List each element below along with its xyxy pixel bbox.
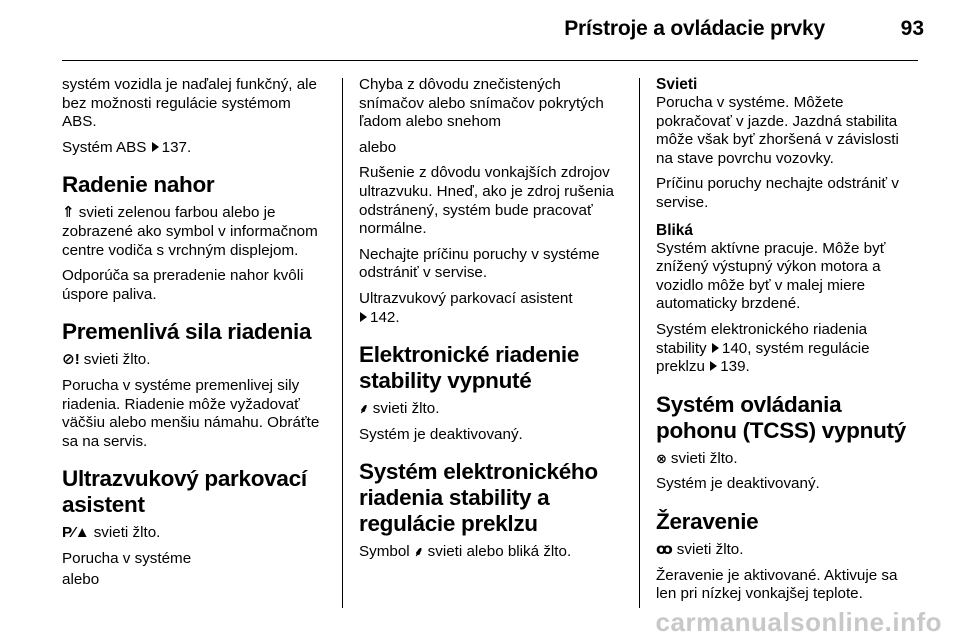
esc-ref-page[interactable]: 140, systém regulácie preklzu bbox=[656, 339, 870, 376]
tcs-heading: Systém ovládania pohonu (TCSS) vypnutý bbox=[656, 391, 906, 443]
column-divider-1 bbox=[342, 78, 343, 608]
parking-text: P⁄▲ svieti žlto. bbox=[62, 524, 161, 542]
parking-or: alebo bbox=[62, 570, 100, 588]
tcs-text: ⊗ svieti žlto. bbox=[656, 449, 738, 467]
upshift-text: ⇑ svieti zelenou farbou alebo je zobrazené ako symbol v informačnom centre vodiča s vrchným displejom. bbox=[62, 204, 318, 259]
parking-assist-icon: P⁄▲ bbox=[62, 524, 90, 542]
page-title: Prístroje a ovládacie prvky bbox=[564, 17, 825, 40]
glow-text: ꝏ svieti žlto. bbox=[656, 540, 744, 558]
column-2 bbox=[359, 76, 621, 569]
esc-off-icon: ⸙ bbox=[359, 401, 369, 417]
parking-ref-page[interactable]: 142. bbox=[370, 308, 400, 326]
column-1 bbox=[62, 76, 324, 596]
lit-text: Porucha v systéme. Môžete pokračovať v jazde. Jazdná stabilita môže však byť zhoršená v závislosti na stave povrchu vozovky. bbox=[656, 94, 899, 167]
abs-paragraph: systém vozidla je naďalej funkčný, ale bez možnosti regulácie systémom ABS. bbox=[62, 76, 317, 131]
esc-off-heading: Elektronické riadenie stability vypnuté bbox=[359, 342, 580, 394]
tcs-state: Systém je deaktivovaný. bbox=[656, 475, 820, 493]
steering-text: ⊘! svieti žlto. bbox=[62, 351, 151, 369]
glow-info: Žeravenie je aktivované. Aktivuje sa len pri nízkej vonkajšej teplote. bbox=[656, 566, 898, 603]
sensor-dirt-text: Chyba z dôvodu znečistených snímačov alebo snímačov pokrytých ľadom alebo snehom bbox=[359, 76, 604, 131]
glow-heading: Žeravenie bbox=[656, 508, 759, 534]
steering-warning-icon: ⊘! bbox=[62, 351, 80, 369]
column-3 bbox=[656, 76, 918, 611]
page-reference-icon bbox=[360, 312, 367, 322]
upshift-heading: Radenie nahor bbox=[62, 172, 215, 198]
abs-reference: Systém ABS 137. bbox=[62, 138, 192, 156]
page-reference-icon bbox=[152, 142, 159, 152]
steering-fault: Porucha v systéme premenlivej sily riadenia. Riadenie môže vyžadovať väčšiu alebo menšiu námahu. Obráťte sa na servis. bbox=[62, 376, 320, 450]
esc-off-state: Systém je deaktivovaný. bbox=[359, 425, 523, 443]
page-reference-icon bbox=[712, 343, 719, 353]
parking-reference: Ultrazvukový parkovací asistent 142. bbox=[359, 289, 573, 326]
glow-plug-icon: ꝏ bbox=[656, 540, 673, 558]
tcs-off-icon: ⊗ bbox=[656, 450, 667, 466]
flash-reference: Systém elektronického riadenia stability 140, systém regulácie preklzu 139. bbox=[656, 320, 870, 376]
lit-heading: Svieti bbox=[656, 76, 698, 93]
page-number: 93 bbox=[900, 17, 924, 40]
esc-tc-heading: Systém elektronického riadenia stability a regulácie preklzu bbox=[359, 459, 598, 537]
upshift-advice: Odporúča sa preradenie nahor kvôli úspore paliva. bbox=[62, 267, 304, 303]
upshift-icon: ⇑ bbox=[62, 204, 75, 222]
header-rule bbox=[62, 60, 918, 61]
esc-tc-text: Symbol ⸙ svieti alebo bliká žlto. bbox=[359, 543, 572, 561]
column-divider-2 bbox=[639, 78, 640, 608]
flash-heading: Bliká bbox=[656, 221, 694, 239]
flash-text: Systém aktívne pracuje. Môže byť znížený výstupný výkon motora a vozidlo môže byť v malej miere automaticky brzdené. bbox=[656, 239, 886, 313]
watermark: carmanualsonline.info bbox=[655, 607, 942, 637]
tc-ref-page[interactable]: 139. bbox=[720, 358, 750, 376]
page-header bbox=[0, 0, 960, 64]
parking-fault: Porucha v systéme bbox=[62, 549, 192, 567]
esc-off-text: ⸙ svieti žlto. bbox=[359, 400, 440, 418]
esc-icon: ⸙ bbox=[413, 544, 424, 560]
steering-heading: Premenlivá sila riadenia bbox=[62, 319, 312, 345]
service-text: Nechajte príčinu poruchy v systéme odstrániť v servise. bbox=[359, 245, 600, 282]
or-text: alebo bbox=[359, 138, 397, 156]
lit-service: Príčinu poruchy nechajte odstrániť v servise. bbox=[656, 175, 899, 211]
parking-heading: Ultrazvukový parkovací asistent bbox=[62, 466, 307, 518]
page-reference-icon bbox=[710, 361, 717, 371]
abs-ref-page[interactable]: 137. bbox=[161, 138, 192, 156]
interference-text: Rušenie z dôvodu vonkajších zdrojov ultrazvuku. Hneď, ako je zdroj rušenia odstránený, systém bude pracovať normálne. bbox=[359, 164, 614, 238]
